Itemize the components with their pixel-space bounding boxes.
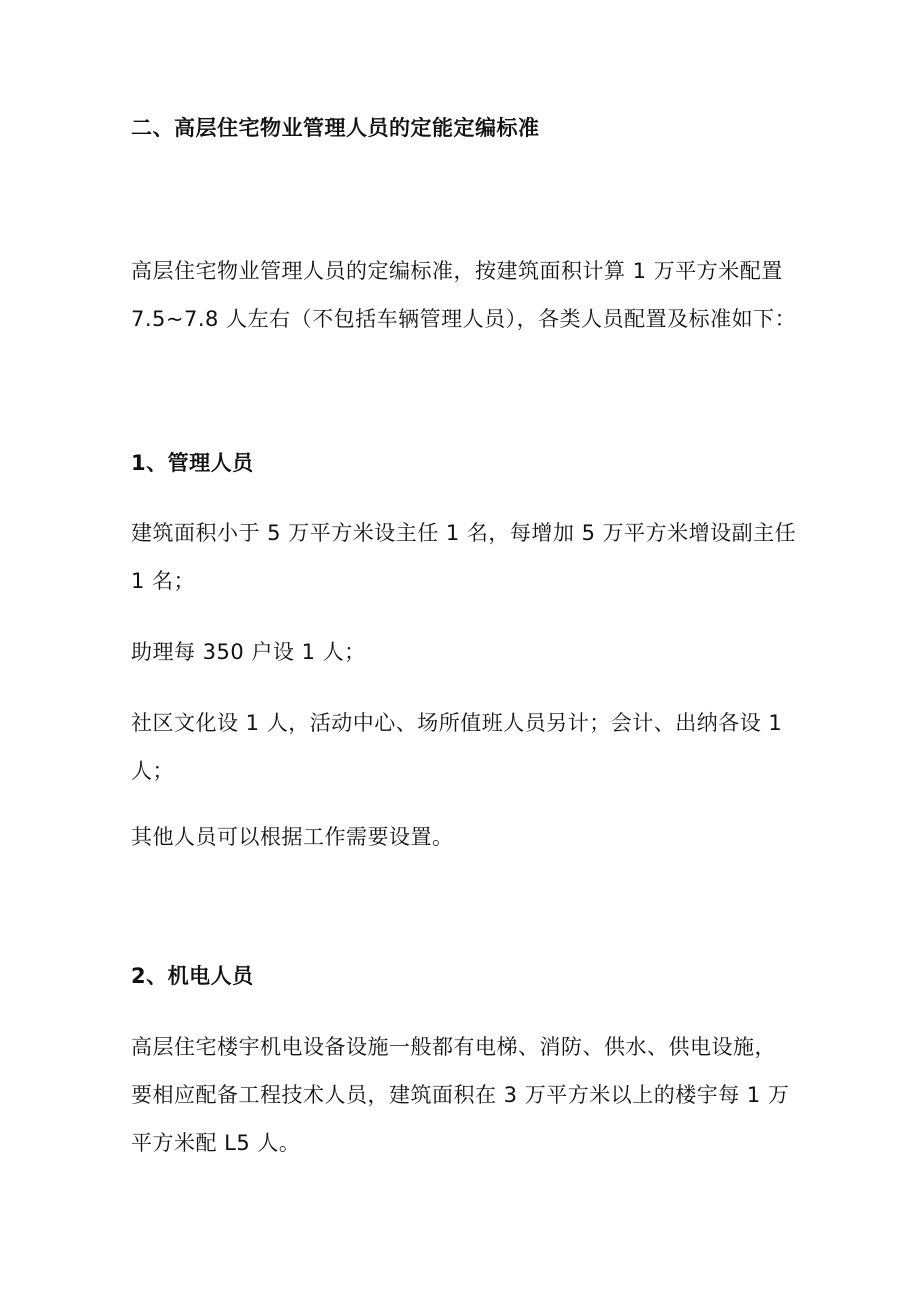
electromechanical-line-3: 平方米配 L5 人。	[131, 1131, 301, 1155]
management-para1-line1: 建筑面积小于 5 万平方米设主任 1 名，每增加 5 万平方米增设副主任	[131, 521, 797, 545]
section-title: 二、高层住宅物业管理人员的定能定编标准	[131, 116, 540, 140]
management-para3-line2: 人；	[131, 759, 174, 783]
management-heading: 1、管理人员	[131, 451, 254, 475]
management-para2: 助理每 350 户设 1 人；	[131, 640, 366, 664]
management-para3-line1: 社区文化设 1 人，活动中心、场所值班人员另计；会计、出纳各设 1	[131, 711, 783, 735]
electromechanical-line-2: 要相应配备工程技术人员，建筑面积在 3 万平方米以上的楼宇每 1 万	[131, 1083, 790, 1107]
electromechanical-heading: 2、机电人员	[131, 964, 254, 988]
electromechanical-line-1: 高层住宅楼宇机电设备设施一般都有电梯、消防、供水、供电设施，	[131, 1035, 776, 1059]
management-para1-line2: 1 名；	[131, 569, 196, 593]
intro-line-2: 7.5~7.8 人左右（不包括车辆管理人员），各类人员配置及标准如下：	[131, 307, 797, 331]
management-para4: 其他人员可以根据工作需要设置。	[131, 825, 454, 849]
intro-line-1: 高层住宅物业管理人员的定编标准，按建筑面积计算 1 万平方米配置	[131, 259, 783, 283]
